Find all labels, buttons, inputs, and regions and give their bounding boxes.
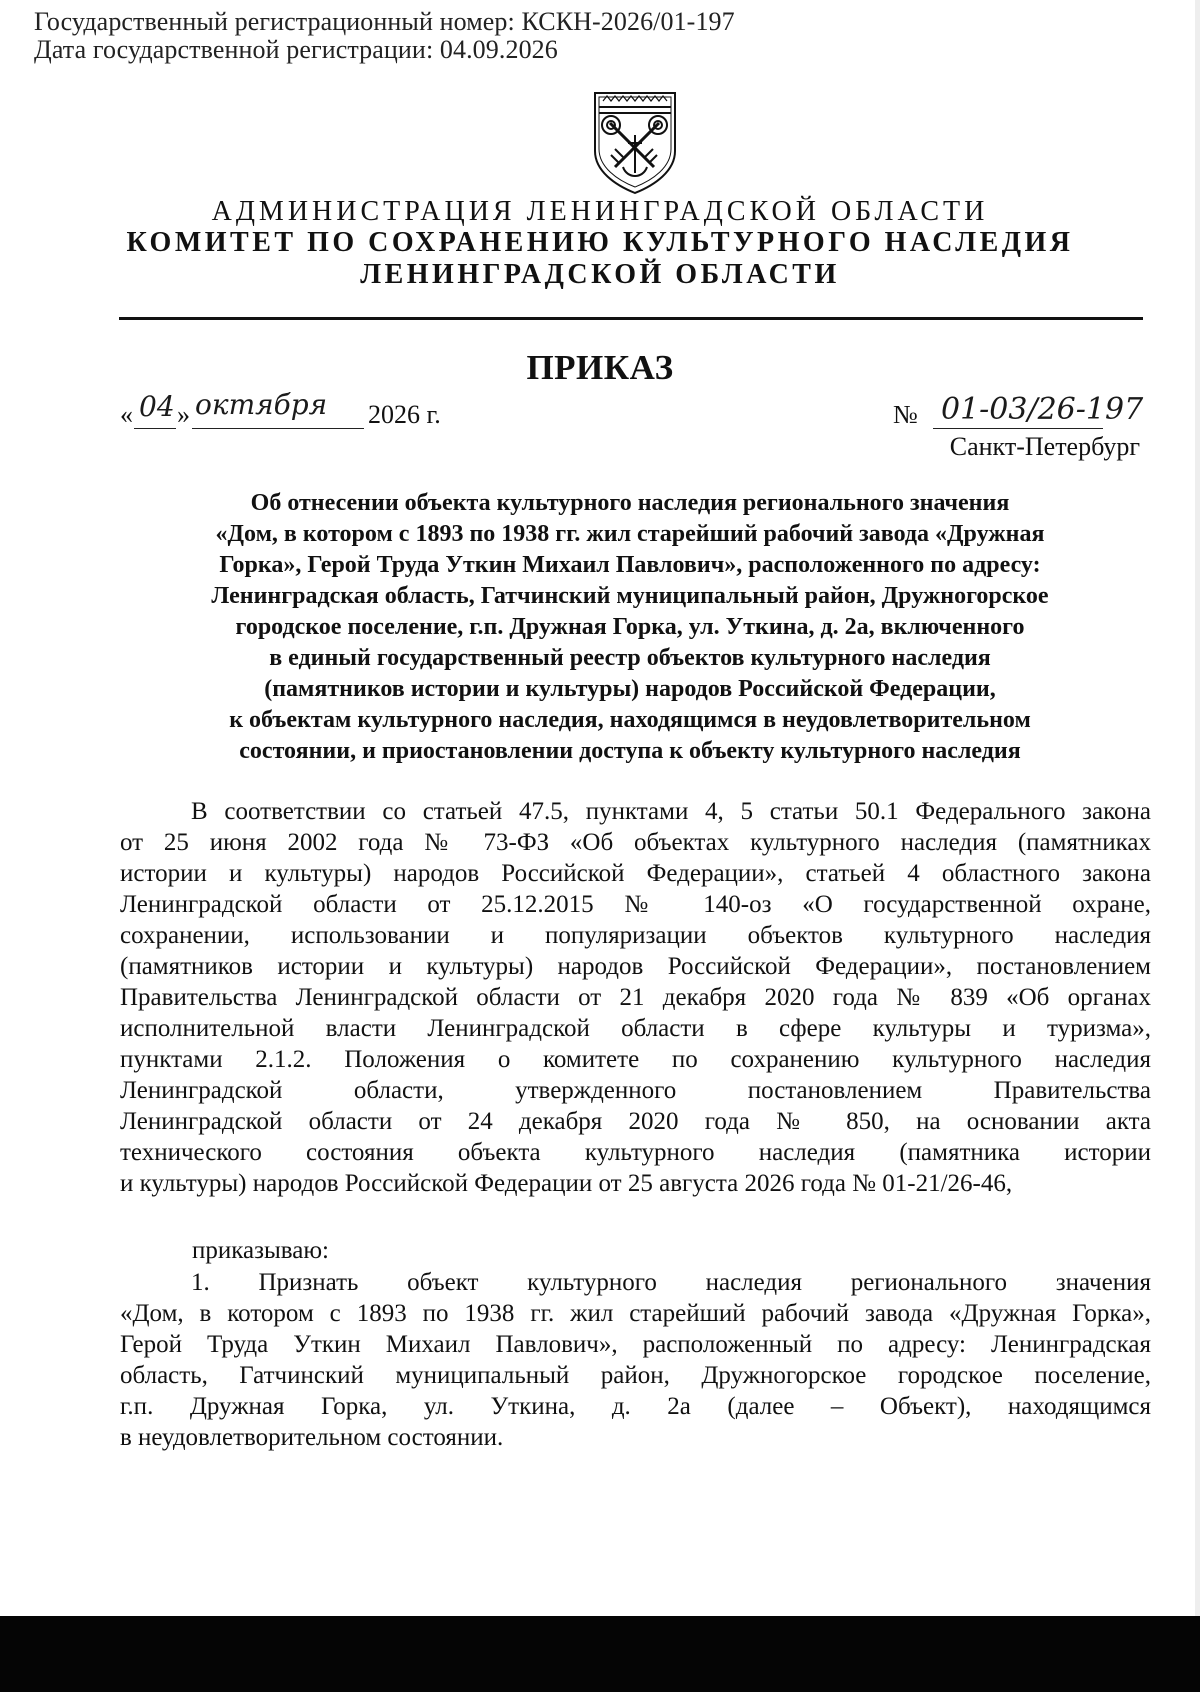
paragraph-line: Ленинградской области от 24 декабря 2020 года № 850, на основании акта <box>120 1108 1151 1135</box>
date-year: 2026 г. <box>368 400 441 429</box>
paragraph-line: и культуры) народов Российской Федерации от 25 августа 2026 года № 01-21/26-46, <box>120 1170 1013 1197</box>
paragraph-line: сохранении, использовании и популяризации объектов культурного наследия <box>120 922 1151 949</box>
title-line: состоянии, и приостановлении доступа к объекту культурного наследия <box>239 738 1021 764</box>
paragraph-line: «Дом, в котором с 1893 по 1938 гг. жил старейший рабочий завода «Дружная Горка», <box>120 1300 1151 1327</box>
title-line: Горка», Герой Труда Уткин Михаил Павлович», расположенного по адресу: <box>219 552 1041 578</box>
header-divider <box>119 317 1143 320</box>
paragraph-line: истории и культуры) народов Российской Федерации», статьей 4 областного закона <box>120 860 1151 887</box>
date-close-quote: » <box>177 400 190 429</box>
paragraph-line: Ленинградской области от 25.12.2015 № 140-оз «О государственной охране, <box>120 891 1151 918</box>
paragraph-line: г.п. Дружная Горка, ул. Уткина, д. 2а (далее – Объект), находящимся <box>120 1393 1151 1420</box>
order-item-1 <box>120 1267 1151 1453</box>
paragraph-line: технического состояния объекта культурного наследия (памятника истории <box>120 1139 1151 1166</box>
number-underline <box>933 428 1103 429</box>
paragraph-line: Герой Труда Уткин Михаил Павлович», расположенный по адресу: Ленинградская <box>120 1331 1151 1358</box>
preamble-paragraph <box>120 796 1151 1199</box>
administration-header: АДМИНИСТРАЦИЯ ЛЕНИНГРАДСКОЙ ОБЛАСТИ <box>211 196 989 227</box>
number-sign: № <box>893 400 918 429</box>
paragraph-line: в неудовлетворительном состоянии. <box>120 1424 504 1451</box>
paragraph-line: от 25 июня 2002 года № 73-ФЗ «Об объектах культурного наследия (памятниках <box>120 829 1151 856</box>
committee-header: КОМИТЕТ ПО СОХРАНЕНИЮ КУЛЬТУРНОГО НАСЛЕДИЯ <box>126 227 1074 258</box>
date-month-underline <box>192 428 364 429</box>
paragraph-line: В соответствии со статьей 47.5, пунктами 4, 5 статьи 50.1 Федерального закона <box>191 798 1151 825</box>
title-line: городское поселение, г.п. Дружная Горка, ул. Уткина, д. 2а, включенного <box>235 614 1025 640</box>
registration-date-line: Дата государственной регистрации: 04.09.2026 <box>34 35 558 64</box>
paragraph-line: Правительства Ленинградской области от 21 декабря 2020 года № 839 «Об органах <box>120 984 1151 1011</box>
paragraph-line: исполнительной власти Ленинградской области в сфере культуры и туризма», <box>120 1015 1151 1042</box>
title-line: в единый государственный реестр объектов культурного наследия <box>269 645 991 671</box>
title-line: к объектам культурного наследия, находящимся в неудовлетворительном <box>229 707 1031 733</box>
scan-edge <box>1195 0 1200 1692</box>
title-line: «Дом, в котором с 1893 по 1938 гг. жил старейший рабочий завода «Дружная <box>215 521 1045 547</box>
title-line: (памятников истории и культуры) народов Российской Федерации, <box>264 676 996 702</box>
document-type: ПРИКАЗ <box>526 348 674 387</box>
document-city: Санкт-Петербург <box>949 432 1140 461</box>
region-header: ЛЕНИНГРАДСКОЙ ОБЛАСТИ <box>360 259 840 290</box>
order-word: приказываю: <box>192 1237 329 1264</box>
date-day-underline <box>134 428 176 429</box>
coat-of-arms-icon <box>589 85 681 197</box>
date-open-quote: « <box>120 400 133 429</box>
document-number-value: 01-03/26-197 <box>941 392 1144 427</box>
paragraph-line: пунктами 2.1.2. Положения о комитете по сохранению культурного наследия <box>120 1046 1151 1073</box>
title-line: Ленинградская область, Гатчинский муниципальный район, Дружногорское <box>211 583 1049 609</box>
date-day: 04 <box>139 390 175 423</box>
paragraph-line: область, Гатчинский муниципальный район, Дружногорское городское поселение, <box>120 1362 1151 1389</box>
paragraph-line: Ленинградской области, утвержденного постановлением Правительства <box>120 1077 1151 1104</box>
paragraph-line: (памятников истории и культуры) народов Российской Федерации», постановлением <box>120 953 1151 980</box>
scan-bottom-border <box>0 1616 1200 1692</box>
document-date <box>120 388 450 438</box>
paragraph-line: 1. Признать объект культурного наследия регионального значения <box>191 1269 1151 1296</box>
document-title <box>120 488 1140 767</box>
date-month: октября <box>195 388 328 421</box>
title-line: Об отнесении объекта культурного наследия регионального значения <box>250 490 1010 516</box>
registration-info <box>34 8 735 64</box>
registration-number-line: Государственный регистрационный номер: КСКН-2026/01-197 <box>34 7 735 36</box>
